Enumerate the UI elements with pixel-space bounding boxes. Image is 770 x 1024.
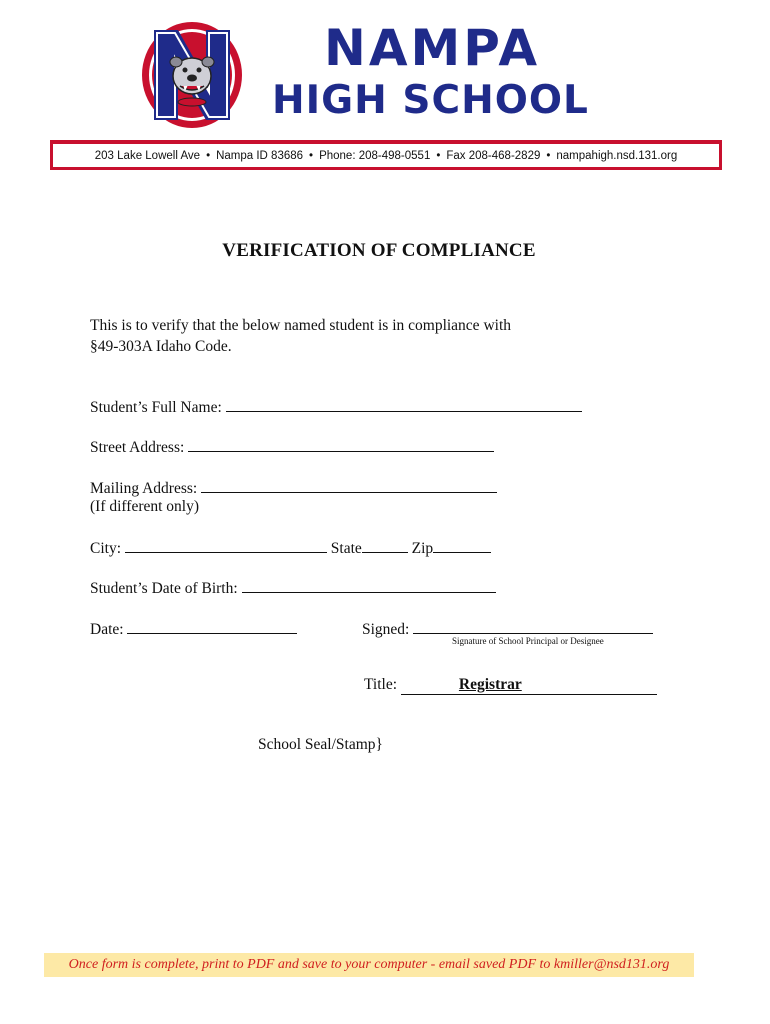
full-name-row [90, 396, 582, 418]
mailing-address-label: Mailing Address: [90, 480, 198, 497]
intro-line2: §49-303A Idaho Code. [90, 338, 232, 355]
school-seal-label: School Seal/Stamp} [258, 736, 383, 753]
city-state-zip-row [90, 537, 491, 559]
bulldog-n-logo-icon [140, 20, 244, 130]
separator-dot: • [436, 149, 441, 162]
city-field[interactable] [125, 537, 327, 553]
intro-text [90, 315, 610, 357]
address-website: nampahigh.nsd.131.org [556, 149, 678, 162]
school-logo [140, 20, 244, 130]
address-phone: Phone: 208-498-0551 [319, 149, 431, 162]
title-row [364, 676, 657, 695]
mailing-address-row [90, 477, 497, 499]
dob-label: Student’s Date of Birth: [90, 580, 238, 597]
mailing-note: (If different only) [90, 498, 200, 515]
state-field[interactable] [362, 537, 408, 553]
intro-line1: This is to verify that the below named student is in compliance with [90, 317, 511, 334]
signature-field[interactable] [413, 618, 653, 634]
address-bar [50, 140, 722, 170]
document-title: VERIFICATION OF COMPLIANCE [222, 240, 536, 261]
footer-instruction: Once form is complete, print to PDF and save to your computer - email saved PDF to kmiller@nsd131.org [44, 953, 694, 977]
zip-label: Zip [411, 540, 434, 557]
state-label: State [330, 540, 362, 557]
dob-row [90, 577, 496, 599]
street-address-row [90, 436, 494, 458]
dob-field[interactable] [242, 577, 496, 593]
signature-caption: Signature of School Principal or Designee [452, 636, 604, 646]
address-city: Nampa ID 83686 [216, 149, 304, 162]
separator-dot: • [309, 149, 314, 162]
signed-label: Signed: [362, 621, 410, 638]
date-field[interactable] [127, 618, 297, 634]
full-name-field[interactable] [226, 396, 582, 412]
city-label: City: [90, 540, 122, 557]
separator-dot: • [206, 149, 211, 162]
full-name-label: Student’s Full Name: [90, 399, 222, 416]
school-name [268, 18, 648, 128]
address-street: 203 Lake Lowell Ave [94, 149, 201, 162]
zip-field[interactable] [433, 537, 491, 553]
street-address-field[interactable] [188, 436, 494, 452]
title-label: Title: [364, 676, 398, 693]
separator-dot: • [546, 149, 551, 162]
title-value-field[interactable]: Registrar [401, 676, 657, 695]
school-name-line1: NAMPA [324, 19, 541, 77]
school-name-line2: HIGH SCHOOL [272, 78, 589, 123]
mailing-address-field[interactable] [201, 477, 497, 493]
street-address-label: Street Address: [90, 439, 185, 456]
date-label: Date: [90, 621, 124, 638]
date-row [90, 618, 297, 640]
address-fax: Fax 208-468-2829 [446, 149, 541, 162]
